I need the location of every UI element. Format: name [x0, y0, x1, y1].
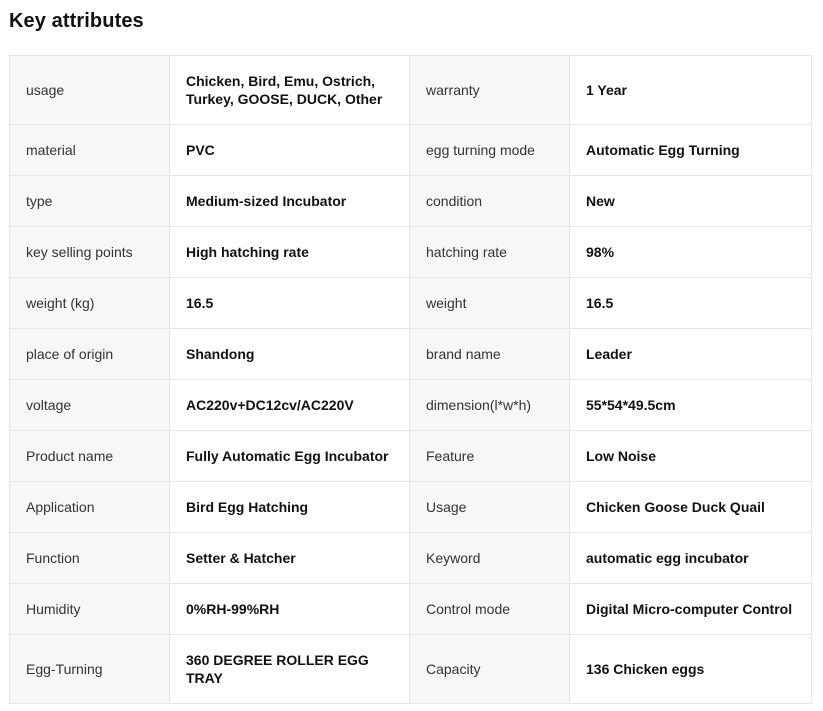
- attribute-name: voltage: [10, 380, 170, 431]
- attribute-value: High hatching rate: [170, 227, 410, 278]
- attribute-name: weight: [410, 278, 570, 329]
- attribute-value: New: [570, 176, 812, 227]
- attribute-value: 1 Year: [570, 56, 812, 125]
- attribute-name: Application: [10, 482, 170, 533]
- attribute-value: Fully Automatic Egg Incubator: [170, 431, 410, 482]
- attribute-value: Chicken Goose Duck Quail: [570, 482, 812, 533]
- attribute-value: 98%: [570, 227, 812, 278]
- attribute-value: Low Noise: [570, 431, 812, 482]
- table-row: [10, 329, 812, 380]
- attribute-name: Function: [10, 533, 170, 584]
- attribute-name: Egg-Turning: [10, 635, 170, 704]
- table-row: [10, 227, 812, 278]
- attribute-value: Medium-sized Incubator: [170, 176, 410, 227]
- attribute-name: warranty: [410, 56, 570, 125]
- attribute-value: Setter & Hatcher: [170, 533, 410, 584]
- attribute-name: place of origin: [10, 329, 170, 380]
- attribute-value: Automatic Egg Turning: [570, 125, 812, 176]
- attribute-name: Humidity: [10, 584, 170, 635]
- attribute-name: egg turning mode: [410, 125, 570, 176]
- attribute-value: Chicken, Bird, Emu, Ostrich, Turkey, GOOSE, DUCK, Other: [170, 56, 410, 125]
- attribute-value: PVC: [170, 125, 410, 176]
- table-row: [10, 125, 812, 176]
- attribute-value: Shandong: [170, 329, 410, 380]
- attribute-value: automatic egg incubator: [570, 533, 812, 584]
- table-row: [10, 584, 812, 635]
- attribute-value: 16.5: [170, 278, 410, 329]
- attributes-table: [9, 55, 812, 704]
- attribute-name: weight (kg): [10, 278, 170, 329]
- attribute-name: hatching rate: [410, 227, 570, 278]
- table-row: [10, 431, 812, 482]
- attribute-value: Leader: [570, 329, 812, 380]
- attribute-value: 0%RH-99%RH: [170, 584, 410, 635]
- attribute-name: Control mode: [410, 584, 570, 635]
- table-row: [10, 176, 812, 227]
- attribute-name: Product name: [10, 431, 170, 482]
- attribute-value: AC220v+DC12cv/AC220V: [170, 380, 410, 431]
- attribute-value: Bird Egg Hatching: [170, 482, 410, 533]
- attribute-name: Capacity: [410, 635, 570, 704]
- attribute-name: Feature: [410, 431, 570, 482]
- attribute-name: Usage: [410, 482, 570, 533]
- attribute-name: key selling points: [10, 227, 170, 278]
- attribute-name: dimension(l*w*h): [410, 380, 570, 431]
- attribute-name: usage: [10, 56, 170, 125]
- attribute-value: 360 DEGREE ROLLER EGG TRAY: [170, 635, 410, 704]
- attribute-value: 55*54*49.5cm: [570, 380, 812, 431]
- attribute-name: type: [10, 176, 170, 227]
- attribute-name: material: [10, 125, 170, 176]
- table-row: [10, 278, 812, 329]
- table-row: [10, 533, 812, 584]
- section-title: Key attributes: [9, 10, 144, 32]
- attribute-value: 16.5: [570, 278, 812, 329]
- table-row: [10, 635, 812, 704]
- table-row: [10, 56, 812, 125]
- attribute-value: Digital Micro-computer Control: [570, 584, 812, 635]
- attribute-name: Keyword: [410, 533, 570, 584]
- table-row: [10, 380, 812, 431]
- attribute-name: brand name: [410, 329, 570, 380]
- attribute-value: 136 Chicken eggs: [570, 635, 812, 704]
- attribute-name: condition: [410, 176, 570, 227]
- table-row: [10, 482, 812, 533]
